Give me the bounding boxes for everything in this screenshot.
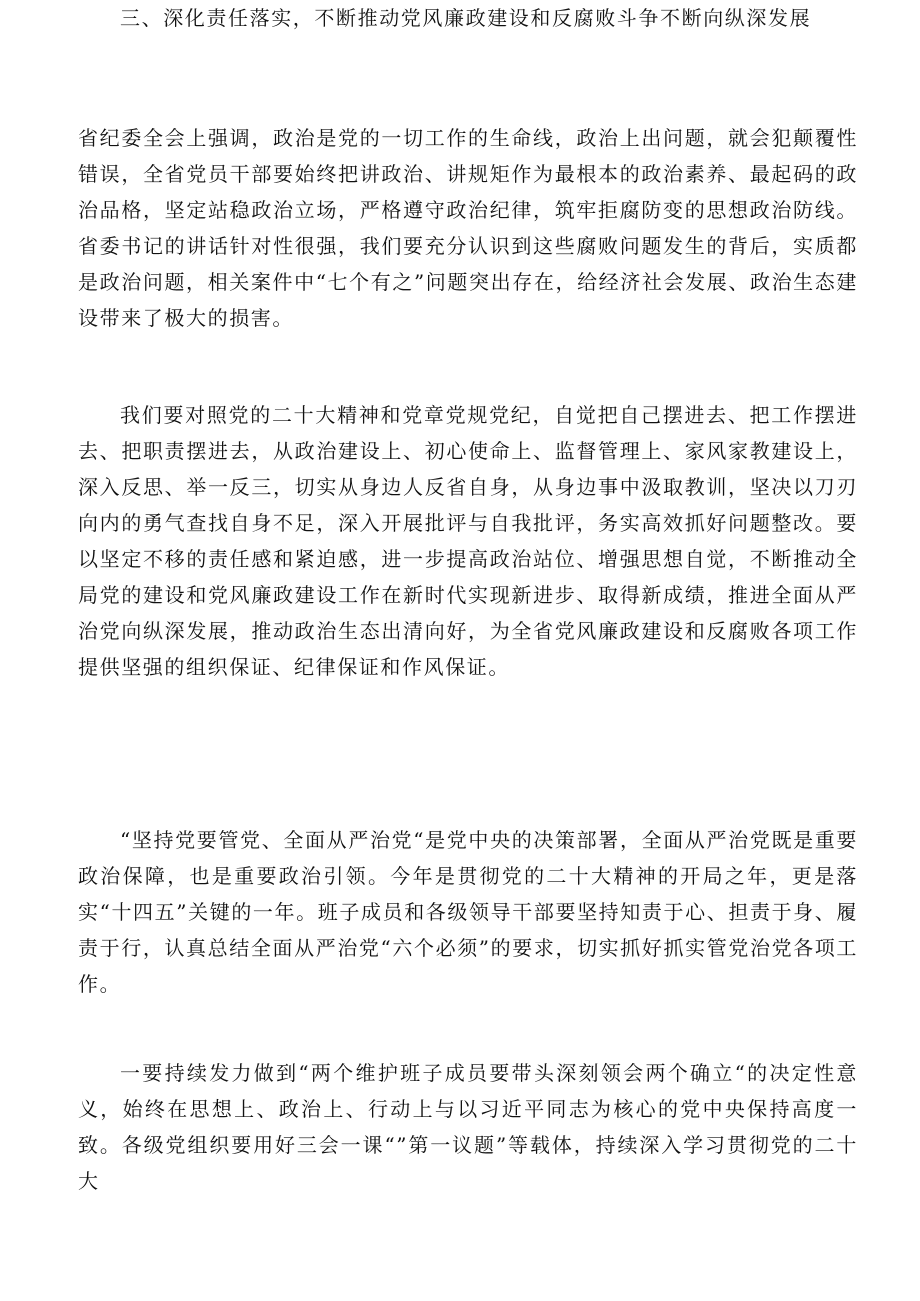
body-paragraph: 省纪委全会上强调，政治是党的一切工作的生命线，政治上出问题，就会犯颠覆性错误，全省党员干部要始终把讲政治、讲规矩作为最根本的政治素养、最起码的政治品格，坚定站稳政治立场，严格遵守政治纪律，筑牢拒腐防变的思想政治防线。省委书记的讲话针对性很强，我们要充分认识到这些腐败问题发生的背后，实质都是政治问题，相关案件中“七个有之”问题突出存在，给经济社会发展、政治生态建设带来了极大的损害。 [78,126,858,330]
body-paragraph: 一要持续发力做到“两个维护班子成员要带头深刻领会两个确立“的决定性意义，始终在思想上、政治上、行动上与以习近平同志为核心的党中央保持高度一致。各级党组织要用好三会一课“”第一议题”等载体，持续深入学习贯彻党的二十大 [78,1061,858,1193]
body-paragraph: “坚持党要管党、全面从严治党“是党中央的决策部署，全面从严治党既是重要政治保障，也是重要政治引领。今年是贯彻党的二十大精神的开局之年，更是落实“十四五”关键的一年。班子成员和各级领导干部要坚持知责于心、担责于身、履责于行，认真总结全面从严治党“六个必须”的要求，切实抓好抓实管党治党各项工作。 [78,828,858,996]
body-paragraph: 我们要对照党的二十大精神和党章党规党纪，自觉把自己摆进去、把工作摆进去、把职责摆进去，从政治建设上、初心使命上、监督管理上、家风家教建设上，深入反思、举一反三，切实从身边人反省自身，从身边事中汲取教训，坚决以刀刃向内的勇气查找自身不足，深入开展批评与自我批评，务实高效抓好问题整改。要以坚定不移的责任感和紧迫感，进一步提高政治站位、增强思想自觉，不断推动全局党的建设和党风廉政建设工作在新时代实现新进步、取得新成绩，推进全面从严治党向纵深发展，推动政治生态出清向好，为全省党风廉政建设和反腐败各项工作提供坚强的组织保证、纪律保证和作风保证。 [78,403,858,679]
section-heading: 三、深化责任落实，不断推动党风廉政建设和反腐败斗争不断向纵深发展 [120,6,812,30]
